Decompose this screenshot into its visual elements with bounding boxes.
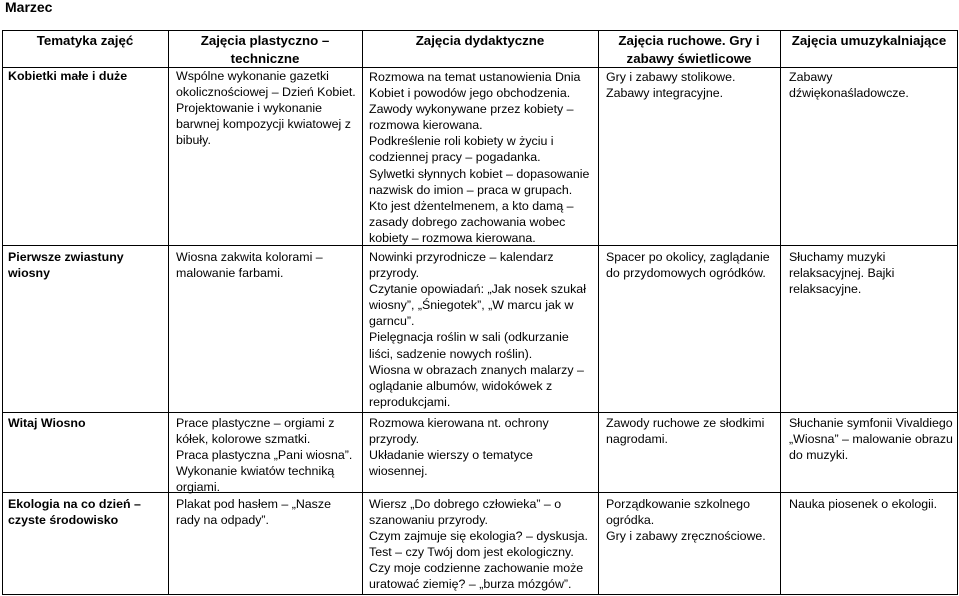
didactic-item: Podkreślenie roli kobiety w życiu i codziennej pracy – pogadanka.: [369, 134, 554, 165]
table-rule: [598, 30, 599, 595]
table-rule: [780, 30, 781, 595]
movement-cell: [606, 415, 776, 447]
movement-cell: [606, 69, 776, 101]
table-rule: [362, 30, 363, 595]
didactic-item: Czytanie opowiadań: „Jak nosek szukał wiosny”, „Śniegotek”, „W marcu jak w garncu”.: [369, 282, 586, 329]
art-item: Projektowanie i wykonanie barwnej kompozycji kwiatowej z bibuły.: [176, 101, 351, 148]
table-rule: [2, 30, 958, 31]
didactic-item: Wiersz „Do dobrego człowieka” – o szanowaniu przyrody.: [369, 497, 562, 528]
column-header-didactic: Zajęcia dydaktyczne: [415, 33, 545, 48]
didactic-item: Wiosna w obrazach znanych malarzy – oglądanie albumów, widokówek z reprodukcjami.: [369, 362, 584, 409]
art-cell: [176, 496, 356, 528]
movement-item: Gry i zabawy zręcznościowe.: [606, 529, 766, 544]
topic-cell: Ekologia na co dzień – czyste środowisko: [8, 497, 141, 528]
didactic-item: Czy moje codzienne zachowanie może uratować ziemię? – „burza mózgów”.: [369, 561, 584, 592]
music-item: Słuchanie symfonii Vivaldiego „Wiosna” – malowanie obrazu do muzyki.: [789, 416, 953, 463]
movement-item: Zabawy integracyjne.: [606, 86, 724, 101]
table-rule: [2, 412, 958, 413]
art-cell: [176, 415, 356, 495]
didactic-item: Pielęgnacja roślin w sali (odkurzanie liści, sadzenie nowych roślin).: [369, 330, 569, 361]
didactic-item: Układanie wierszy o tematyce wiosennej.: [369, 448, 533, 479]
music-cell: [789, 249, 954, 297]
art-item: Plakat pod hasłem – „Nasze rady na odpady”.: [176, 497, 331, 528]
didactic-item: Sylwetki słynnych kobiet – dopasowanie nazwisk do imion – praca w grupach.: [369, 166, 590, 197]
didactic-cell: [369, 415, 593, 479]
music-item: Zabawy dźwiękonaśladowcze.: [789, 70, 909, 101]
didactic-cell: [369, 249, 593, 410]
table-rule: [168, 30, 169, 595]
music-cell: [789, 415, 954, 463]
art-item: Wiosna zakwita kolorami – malowanie farbami.: [176, 250, 323, 281]
didactic-item: Zawody wykonywane przez kobiety – rozmowa kierowana.: [369, 102, 574, 133]
column-header-art: Zajęcia plastyczno – techniczne: [200, 33, 330, 66]
didactic-item: Czym zajmuje się ekologia? – dyskusja.: [369, 529, 588, 544]
topic-cell: Pierwsze zwiastuny wiosny: [8, 250, 124, 281]
movement-cell: [606, 249, 776, 281]
art-item: Prace plastyczne – orgiami z kółek, kolorowe szmatki.: [176, 416, 335, 447]
didactic-item: Rozmowa kierowana nt. ochrony przyrody.: [369, 416, 549, 447]
movement-cell: [606, 496, 776, 544]
music-cell: [789, 69, 954, 101]
didactic-item: Kto jest dżentelmenem, a kto damą – zasady dobrego zachowania wobec kobiety – rozmowa kierowana.: [369, 198, 574, 245]
table-rule: [2, 594, 958, 595]
column-header-music: Zajęcia umuzykalniające: [791, 33, 947, 48]
music-item: Słuchamy muzyki relaksacyjnej. Bajki relaksacyjne.: [789, 250, 895, 297]
art-cell: [176, 249, 356, 281]
didactic-cell: [369, 496, 593, 593]
column-header-movement: Zajęcia ruchowe. Gry i zabawy świetlicowe: [618, 33, 760, 66]
didactic-cell: [369, 69, 593, 246]
topic-cell: Kobietki małe i duże: [8, 69, 128, 83]
art-item: Wspólne wykonanie gazetki okolicznościowej – Dzień Kobiet.: [176, 69, 356, 100]
didactic-item: Nowinki przyrodnicze – kalendarz przyrody.: [369, 250, 554, 281]
art-item: Wykonanie kwiatów techniką orgiami.: [176, 464, 335, 495]
didactic-item: Test – czy Twój dom jest ekologiczny.: [369, 545, 574, 560]
music-item: Nauka piosenek o ekologii.: [789, 497, 938, 511]
movement-item: Porządkowanie szkolnego ogródka.: [606, 497, 750, 528]
movement-item: Gry i zabawy stolikowe.: [606, 70, 736, 84]
table-rule: [2, 30, 3, 595]
table-rule: [957, 30, 958, 595]
topic-cell: Witaj Wiosno: [8, 416, 86, 430]
art-cell: [176, 68, 356, 148]
page-title: Marzec: [5, 0, 53, 15]
movement-item: Spacer po okolicy, zaglądanie do przydomowych ogródków.: [606, 250, 770, 281]
art-item: Praca plastyczna „Pani wiosna”.: [176, 448, 353, 463]
table-rule: [2, 492, 958, 493]
didactic-item: Rozmowa na temat ustanowienia Dnia Kobiet i powodów jego obchodzenia.: [369, 70, 581, 101]
column-header-topic: Tematyka zajęć: [36, 33, 134, 48]
movement-item: Zawody ruchowe ze słodkimi nagrodami.: [606, 416, 765, 447]
music-cell: [789, 496, 954, 512]
